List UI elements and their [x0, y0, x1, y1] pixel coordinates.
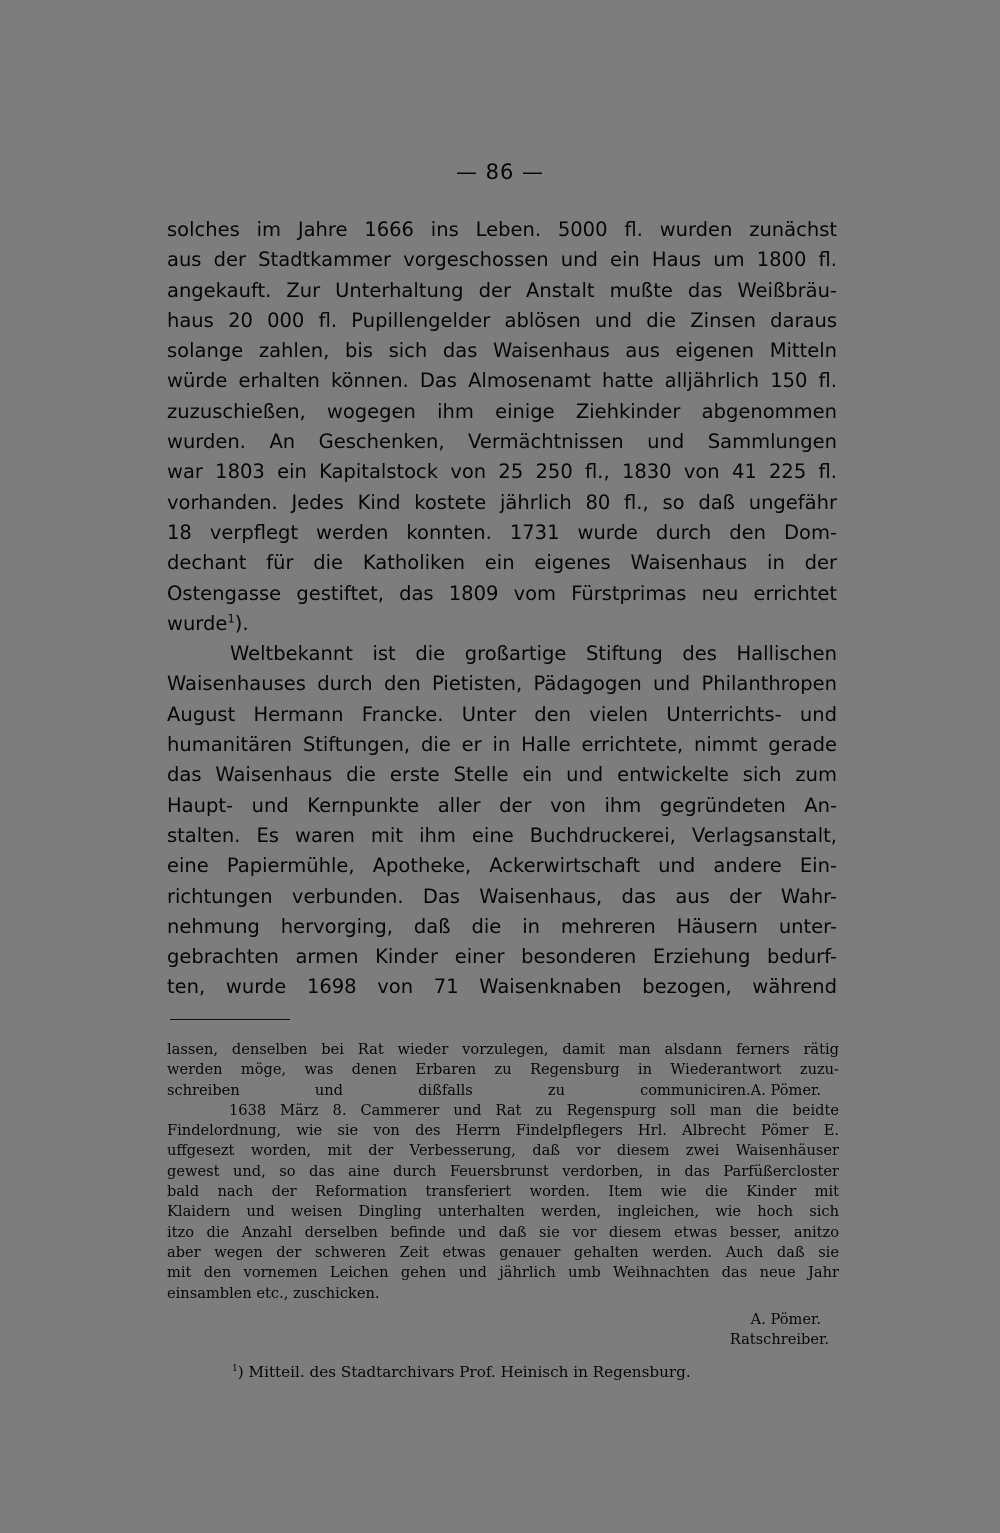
text-line: dechant für die Katholiken ein eigenes Waisenhaus in der	[167, 551, 837, 575]
footnote-1-text: ) Mitteil. des Stadtarchivars Prof. Heinisch in Regensburg.	[237, 1363, 691, 1382]
text-line: zuzuschießen, wogegen ihm einige Ziehkinder abgenommen	[167, 399, 837, 423]
text-line: wurden. An Geschenken, Vermächtnissen und Sammlungen	[167, 430, 837, 454]
signature-name: A. Pömer.	[750, 1310, 821, 1328]
paragraph-end-word: wurde	[167, 611, 228, 635]
footnote-1-mark: 1	[232, 1364, 238, 1375]
text-line: Haupt- und Kernpunkte aller der von ihm gegründeten An-	[167, 793, 837, 817]
footnote-line-text: schreiben und dißfalls zu communiciren.	[167, 1081, 751, 1099]
text-line: vorhanden. Jedes Kind kostete jährlich 80 fl., so daß ungefähr	[167, 490, 837, 514]
footnote-divider	[170, 1019, 290, 1020]
text-line: haus 20 000 fl. Pupillengelder ablösen und die Zinsen daraus	[167, 308, 837, 332]
text-line: angekauft. Zur Unterhaltung der Anstalt mußte das Weißbräu-	[167, 278, 837, 302]
text-line: solange zahlen, bis sich das Waisenhaus aus eigenen Mitteln	[167, 339, 837, 363]
text-line: war 1803 ein Kapitalstock von 25 250 fl., 1830 von 41 225 fl.	[167, 460, 837, 484]
text-line: Weltbekannt ist die großartige Stiftung des Hallischen	[230, 642, 837, 666]
footnote-line: uffgesezt worden, mit der Verbesserung, daß vor diesem zwei Waisenhäuser	[167, 1142, 839, 1160]
footnote-line: 1638 März 8. Cammerer und Rat zu Regenspurg soll man die beidte	[229, 1101, 839, 1119]
footnote-line: bald nach der Reformation transferiert worden. Item wie die Kinder mit	[167, 1183, 839, 1201]
text-line: würde erhalten können. Das Almosenamt hatte alljährlich 150 fl.	[167, 369, 837, 393]
text-line: eine Papiermühle, Apotheke, Ackerwirtschaft und andere Ein-	[167, 854, 837, 878]
footnote-line: itzo die Anzahl derselben befinde und daß sie vor diesem etwas besser, anitzo	[167, 1223, 839, 1241]
signature-title: Ratschreiber.	[729, 1331, 829, 1349]
footnote-1	[167, 1362, 839, 1382]
footnote-line: lassen, denselben bei Rat wieder vorzulegen, damit man alsdann ferners rätig	[167, 1041, 839, 1058]
footnote-line: aber wegen der schweren Zeit etwas genauer gehalten werden. Auch daß sie	[167, 1243, 839, 1261]
text-line: ten, wurde 1698 von 71 Waisenknaben bezogen, während	[167, 975, 837, 999]
text-line: August Hermann Francke. Unter den vielen Unterrichts- und	[167, 702, 837, 726]
text-line: humanitären Stiftungen, die er in Halle errichtete, nimmt gerade	[167, 733, 837, 757]
text-line: das Waisenhaus die erste Stelle ein und entwickelte sich zum	[167, 763, 837, 787]
footnote-reference: 1	[227, 611, 235, 626]
inline-signature: A. Pömer.	[750, 1081, 821, 1099]
text-line: gebrachten armen Kinder einer besonderen Erziehung bedurf-	[167, 945, 837, 969]
footnote-line	[167, 1081, 839, 1101]
text-line: richtungen verbunden. Das Waisenhaus, das aus der Wahr-	[167, 884, 837, 908]
footnotes	[167, 1040, 839, 1383]
footnote-line: Findelordnung, wie sie von des Herrn Findelpflegers Hrl. Albrecht Pömer E.	[167, 1122, 839, 1140]
main-text	[167, 215, 837, 1003]
text-line	[167, 609, 837, 639]
footnote-line: gewest und, so das aine durch Feuersbrunst verdorben, in das Parfüßercloster	[167, 1162, 839, 1180]
footnote-line: werden möge, was denen Erbaren zu Regensburg in Wiederantwort zuzu-	[167, 1061, 839, 1079]
text-line: 18 verpflegt werden konnten. 1731 wurde durch den Dom-	[167, 520, 837, 544]
footnote-line: Klaidern und weisen Dingling unterhalten werden, ingleichen, wie hoch sich	[167, 1203, 839, 1221]
footnote-line: mit den vornemen Leichen gehen und jährlich umb Weihnachten das neue Jahr	[167, 1264, 839, 1282]
text-line: Waisenhauses durch den Pietisten, Pädagogen und Philanthropen	[167, 672, 837, 696]
text-line: nehmung hervorging, daß die in mehreren Häusern unter-	[167, 914, 837, 938]
text-line: Ostengasse gestiftet, das 1809 vom Fürstprimas neu errichtet	[167, 581, 837, 605]
page-number: — 86 —	[455, 160, 545, 184]
text-line: aus der Stadtkammer vorgeschossen und ein Haus um 1800 fl.	[167, 248, 837, 272]
text-line: stalten. Es waren mit ihm eine Buchdruckerei, Verlagsanstalt,	[167, 823, 837, 847]
footnote-line: einsamblen etc., zuschicken.	[167, 1284, 380, 1302]
footnote-reference-close: ).	[234, 611, 249, 635]
text-line: solches im Jahre 1666 ins Leben. 5000 fl. wurden zunächst	[167, 218, 837, 241]
